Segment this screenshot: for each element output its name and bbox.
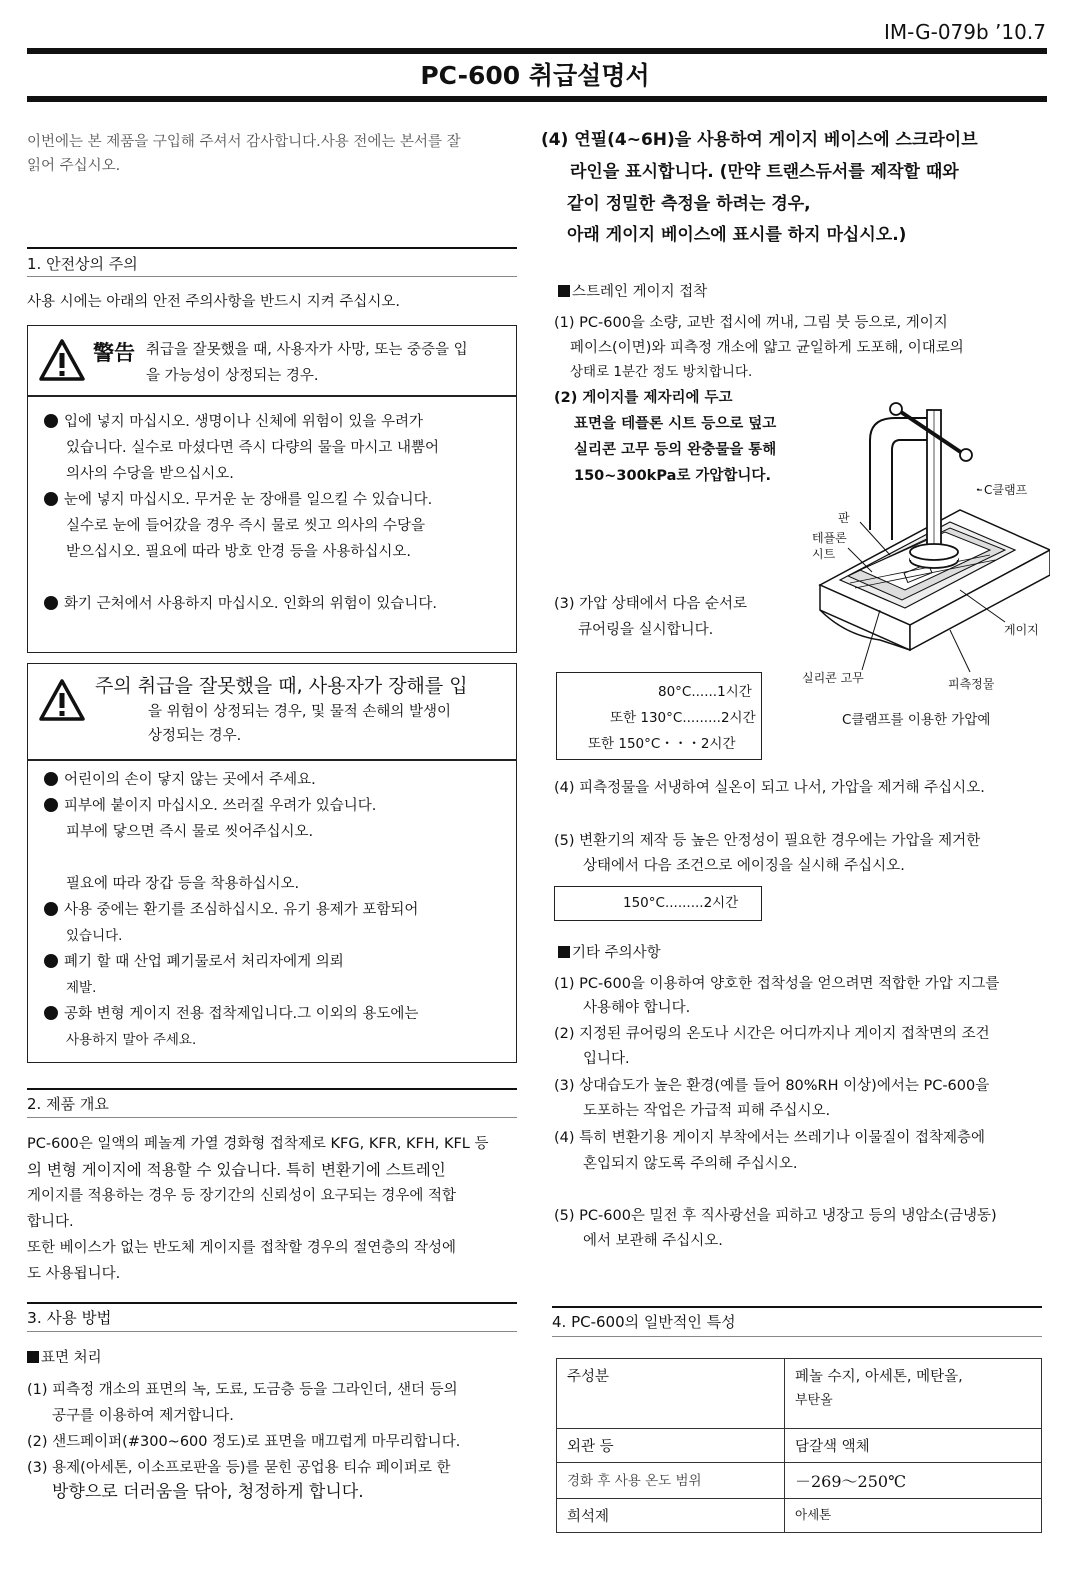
fig-label-plate: 판 [838,511,850,525]
caution-item: 피부에 붙이지 마십시오. 쓰러질 우려가 있습니다. [44,796,376,816]
bullet-icon [44,902,58,916]
other-heading: 기타 주의사항 [558,943,661,963]
cure-line: 또한 150°C・・・2시간 [588,736,736,752]
s3-item-cont: 방향으로 더러움을 닦아, 청정하게 합니다. [52,1482,364,1502]
s1-heading: 1. 안전상의 주의 [27,255,138,273]
s2-text: 또한 베이스가 없는 반도체 게이지를 접착할 경우의 절연층의 작성에 [27,1240,457,1256]
bullet-icon [44,414,58,428]
s3-subheading: 표면 처리 [27,1348,102,1368]
bullet-icon [44,492,58,506]
bond3-line: 큐어링을 실시합니다. [578,622,714,638]
s3-item: (1) 피측정 개소의 표면의 녹, 도료, 도금층 등을 그라인더, 샌더 등의 [27,1382,458,1398]
bond1-line: (1) PC-600을 소량, 교반 접시에 꺼내, 그림 붓 등으로, 게이지 [554,315,948,331]
table-row [557,1429,1042,1463]
other-item: (1) PC-600을 이용하여 양호한 접착성을 얻으려면 적합한 가압 지그를 [554,976,1000,992]
intro-line-2: 읽어 주십시오. [27,158,121,174]
intro-line-1: 이번에는 본 제품을 구입해 주셔서 감사합니다.사용 전에는 본서를 잘 [27,134,461,150]
other-item-cont: 입니다. [583,1051,630,1067]
caution-item: 사용 중에는 환기를 조심하십시오. 유기 용제가 포함되어 [44,900,418,920]
spec-table [556,1358,1042,1533]
caution-item-cont: 제발. [66,980,97,996]
other-item: (2) 지정된 큐어링의 온도나 시간은 어디까지나 게이지 접착면의 조건 [554,1026,990,1042]
bond3-line: (3) 가압 상태에서 다음 순서로 [554,596,748,612]
square-bullet-icon [27,1351,39,1363]
s3-item: (3) 용제(아세톤, 이소프로판올 등)를 묻힌 공업용 티슈 페이퍼로 한 [27,1460,451,1476]
table-row [557,1359,1042,1429]
other-item: (4) 특히 변환기용 게이지 부착에서는 쓰레기나 이물질이 접착제층에 [554,1130,985,1146]
fig-label-clamp: ・C클램프 [972,483,1028,497]
bullet-icon [44,772,58,786]
warning-item-cont: 의사의 수당을 받으십시오. [66,466,234,482]
other-item: (5) PC-600은 밀전 후 직사광선을 피하고 냉장고 등의 냉암소(금냉동) [554,1208,997,1224]
aging-condition: 150°C.........2시간 [623,895,739,911]
spec-value: 아세톤 [785,1499,1042,1533]
warning-item: 눈에 넣지 마십시오. 무거운 눈 장애를 일으킬 수 있습니다. [44,490,432,510]
s2-rule [27,1088,517,1090]
bullet-icon [44,596,58,610]
bond5-line: (5) 변환기의 제작 등 높은 안정성이 필요한 경우에는 가압을 제거한 [554,833,981,849]
s2-text: 게이지를 적용하는 경우 등 장기간의 신뢰성이 요구되는 경우에 적합 [27,1188,457,1204]
bond2-line: 표면을 테플론 시트 등으로 덮고 [574,416,777,432]
fig-label-gauge: 게이지 [1004,623,1039,637]
bond4-line: (4) 피측정물을 서냉하여 실온이 되고 나서, 가압을 제거해 주십시오. [554,780,985,796]
table-row [557,1499,1042,1533]
s4-underline [552,1336,1042,1337]
square-bullet-icon [558,946,570,958]
bullet-icon [44,1006,58,1020]
s1-rule [27,247,517,249]
caution-triangle-icon [38,678,86,722]
caution-item-cont: 필요에 따라 장갑 등을 착용하십시오. [66,876,300,892]
warning-desc-1: 취급을 잘못했을 때, 사용자가 사망, 또는 중증을 입 [146,342,468,358]
page-title: PC-600 취급설명서 [420,61,650,90]
s3-item-cont: 공구를 이용하여 제거합니다. [52,1408,234,1424]
bond1-line: 상태로 1분간 정도 방치합니다. [570,364,753,380]
caution-box [27,663,517,1063]
bullet-icon [44,798,58,812]
warning-triangle-icon [38,338,86,382]
spec-key: 희석제 [557,1499,785,1533]
warning-divider [27,395,517,397]
caution-item: 어린이의 손이 닿지 않는 곳에서 주세요. [44,770,316,790]
s2-text: 의 변형 게이지에 적용할 수 있습니다. 특히 변환기에 스트레인 [27,1161,446,1179]
warning-desc-2: 을 가능성이 상정되는 경우. [146,368,319,384]
s2-text: 도 사용됩니다. [27,1266,121,1282]
warning-item: 화기 근처에서 사용하지 마십시오. 인화의 위험이 있습니다. [44,594,437,614]
caution-item-cont: 피부에 닿으면 즉시 물로 씻어주십시오. [66,824,314,840]
header-bottom-rule [27,96,1047,102]
s2-text: 합니다. [27,1214,74,1230]
bond1-line: 페이스(이면)와 피측정 개소에 얇고 균일하게 도포해, 이대로의 [570,340,964,356]
caution-desc-2: 을 위험이 상정되는 경우, 및 물적 손해의 발생이 [148,704,452,720]
fig-caption: C클램프를 이용한 가압예 [842,712,991,728]
spec-value: 담갈색 액체 [785,1429,1042,1463]
fig-label-rubber: 실리콘 고무 [802,671,864,685]
warning-item-cont: 받으십시오. 필요에 따라 방호 안경 등을 사용하십시오. [66,544,412,560]
s1-underline [27,276,517,277]
doc-code: IM-G-079b ’10.7 [884,20,1046,44]
table-row [557,1463,1042,1499]
bond2-line: 실리콘 고무 등의 완충물을 통해 [574,442,777,458]
header-top-rule [27,48,1047,54]
bullet-icon [44,954,58,968]
warning-item-cont: 실수로 눈에 들어갔을 경우 즉시 물로 씻고 의사의 수당을 [66,518,426,534]
s3-rule [27,1302,517,1304]
spec-key: 주성분 [557,1359,785,1429]
cure-line: 또한 130°C.........2시간 [610,710,756,726]
spec-value: －269～250℃ [785,1463,1042,1499]
warning-item: 입에 넣지 마십시오. 생명이나 신체에 위험이 있을 우려가 [44,412,423,432]
caution-desc-3: 상정되는 경우. [148,728,242,744]
other-item-cont: 사용해야 합니다. [583,1000,691,1016]
bond5-line: 상태에서 다음 조건으로 에이징을 실시해 주십시오. [583,858,905,874]
s4-rule [552,1306,1042,1308]
bond-heading: 스트레인 게이지 접착 [558,282,707,302]
square-bullet-icon [558,285,570,297]
other-item: (3) 상대습도가 높은 환경(예를 들어 80%RH 이상)에서는 PC-600을 [554,1078,990,1094]
caution-item: 공화 변형 게이지 전용 접착제입니다.그 이외의 용도에는 [44,1004,418,1024]
s3-item: (2) 샌드페이퍼(#300~600 정도)로 표면을 매끄럽게 마무리합니다. [27,1434,461,1450]
step4-line: (4) 연필(4~6H)을 사용하여 게이지 베이스에 스크라이브 [541,130,978,150]
step4-line: 같이 정밀한 측정을 하려는 경우, [567,194,811,214]
warning-label: 警告 [93,341,135,365]
bond2-line: 150~300kPa로 가압합니다. [574,468,771,484]
s3-heading: 3. 사용 방법 [27,1309,112,1327]
s3-underline [27,1331,517,1332]
cure-line: 80°C......1시간 [658,684,752,700]
spec-key: 경화 후 사용 온도 범위 [557,1463,785,1499]
step4-line: 아래 게이지 베이스에 표시를 하지 마십시오.) [567,225,907,245]
other-item-cont: 혼입되지 않도록 주의해 주십시오. [583,1156,798,1172]
fig-label-teflon: 테플론 [812,531,847,545]
caution-desc-1: 주의 취급을 잘못했을 때, 사용자가 장해를 입 [95,675,468,697]
spec-value: 페놀 수지, 아세톤, 메탄올, 부탄올 [785,1359,1042,1429]
caution-item: 폐기 할 때 산업 폐기물로서 처리자에게 의뢰 [44,952,344,972]
s2-heading: 2. 제품 개요 [27,1095,109,1113]
s4-heading: 4. PC-600의 일반적인 특성 [552,1313,736,1331]
warning-item-cont: 있습니다. 실수로 마셨다면 즉시 다량의 물을 마시고 내뿜어 [66,440,440,456]
caution-divider [27,759,517,761]
fig-label-object: 피측정물 [948,677,995,691]
fig-label-teflon: 시트 [812,547,836,561]
s2-underline [27,1117,517,1118]
s2-text: PC-600은 일액의 페놀계 가열 경화형 접착제로 KFG, KFR, KFH, KFL 등 [27,1136,489,1152]
caution-item-cont: 사용하지 말아 주세요. [66,1032,197,1048]
other-item-cont: 도포하는 작업은 가급적 피해 주십시오. [583,1103,831,1119]
spec-key: 외관 등 [557,1429,785,1463]
c-clamp-figure [800,400,1050,700]
s1-lead: 사용 시에는 아래의 안전 주의사항을 반드시 지켜 주십시오. [27,294,401,310]
caution-item-cont: 있습니다. [66,928,123,944]
other-item-cont: 에서 보관해 주십시오. [583,1233,723,1249]
step4-line: 라인을 표시합니다. (만약 트랜스듀서를 제작할 때와 [570,162,959,182]
bond2-line: (2) 게이지를 제자리에 두고 [554,390,733,406]
